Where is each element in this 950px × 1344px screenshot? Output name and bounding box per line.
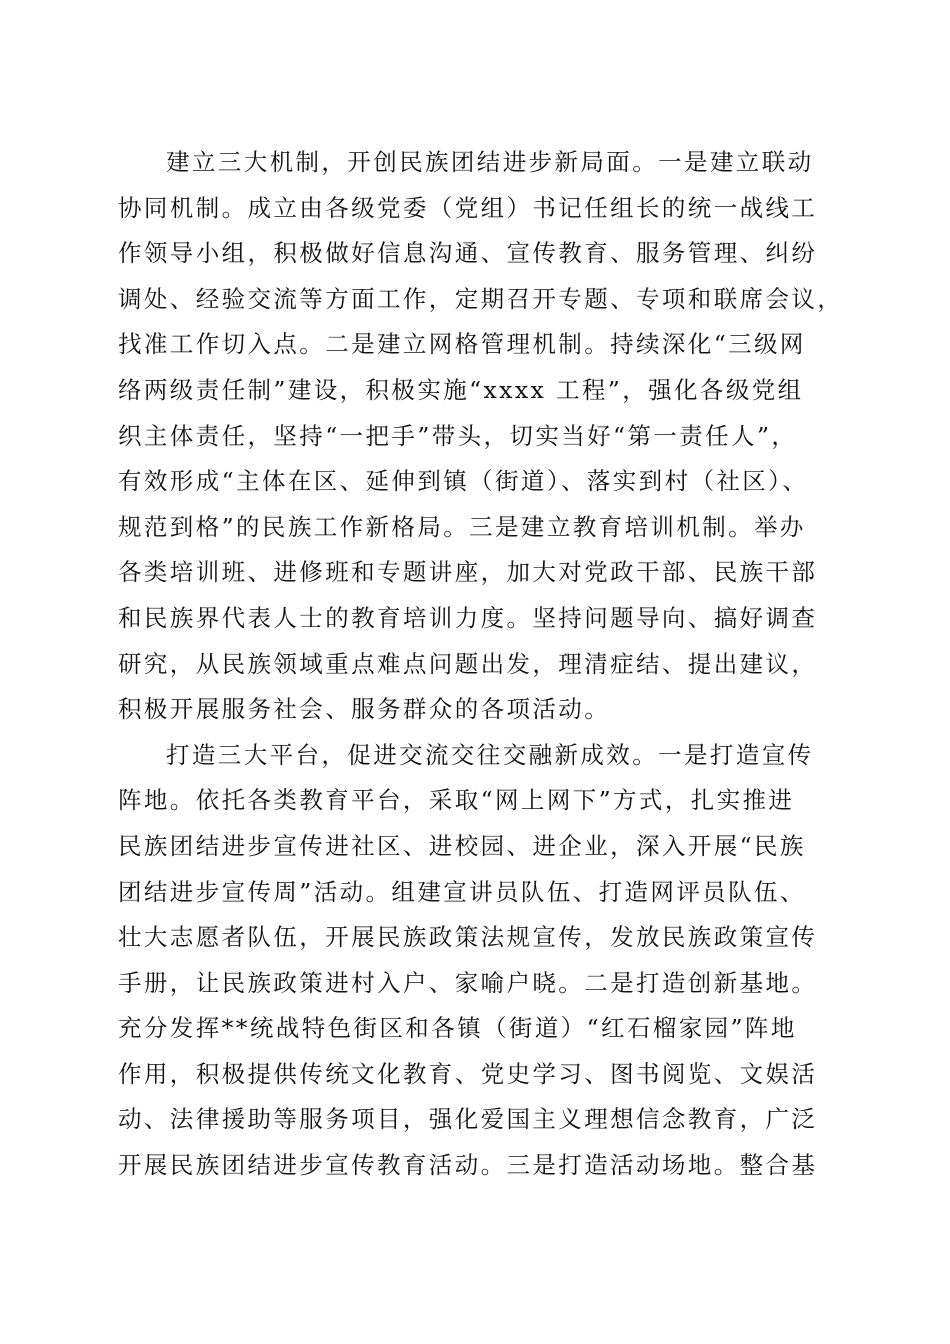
- text-line: 织主体责任，坚持“一把手”带头，切实当好“第一责任人”，: [118, 421, 798, 450]
- paragraph-platforms: [118, 733, 838, 1189]
- text-line: 研究，从民族领域重点难点问题出发，理清症结、提出建议，: [118, 649, 818, 678]
- text-line: 调处、经验交流等方面工作，定期召开专题、专项和联席会议，: [118, 284, 844, 313]
- text-line: 建立三大机制，开创民族团结进步新局面。一是建立联动: [166, 148, 814, 176]
- text-line: 充分发挥**统战特色街区和各镇（街道）“红石榴家园”阵地: [118, 1014, 797, 1043]
- text-line: 规范到格”的民族工作新格局。三是建立教育培训机制。举办: [118, 512, 806, 541]
- text-line: 动、法律援助等服务项目，强化爱国主义理想信念教育，广泛: [118, 1105, 818, 1134]
- text-line: 有效形成“主体在区、延伸到镇（街道）、落实到村（社区）、: [118, 467, 809, 496]
- text-line: 壮大志愿者队伍，开展民族政策法规宣传，发放民族政策宣传: [118, 923, 818, 952]
- text-line: 手册，让民族政策进村入户、家喻户晓。二是打造创新基地。: [118, 968, 818, 997]
- paragraph-mechanisms: [118, 140, 844, 733]
- text-line: 找准工作切入点。二是建立网格管理机制。持续深化“三级网: [118, 330, 806, 359]
- document-body: [118, 140, 844, 1189]
- text-line: 和民族界代表人士的教育培训力度。坚持问题导向、搞好调查: [118, 603, 818, 632]
- text-line: 作用，积极提供传统文化教育、党史学习、图书阅览、文娱活: [118, 1059, 818, 1088]
- text-line: 络两级责任制”建设，积极实施“xxxx 工程”，强化各级党组: [118, 375, 804, 404]
- text-line: 积极开展服务社会、服务群众的各项活动。: [118, 695, 611, 724]
- text-line: 民族团结进步宣传进社区、进校园、进企业，深入开展“民族: [118, 831, 806, 860]
- text-line: 阵地。依托各类教育平台，采取“网上网下”方式，扎实推进: [118, 786, 795, 815]
- text-line: 打造三大平台，促进交流交往交融新成效。一是打造宣传: [166, 740, 814, 769]
- text-line: 协同机制。成立由各级党委（党组）书记任组长的统一战线工: [118, 193, 818, 222]
- text-line: 各类培训班、进修班和专题讲座，加大对党政干部、民族干部: [118, 558, 818, 587]
- text-line: 团结进步宣传周”活动。组建宣讲员队伍、打造网评员队伍、: [118, 877, 806, 906]
- text-line: 开展民族团结进步宣传教育活动。三是打造活动场地。整合基: [118, 1151, 818, 1180]
- text-line: 作领导小组，积极做好信息沟通、宣传教育、服务管理、纠纷: [118, 239, 818, 268]
